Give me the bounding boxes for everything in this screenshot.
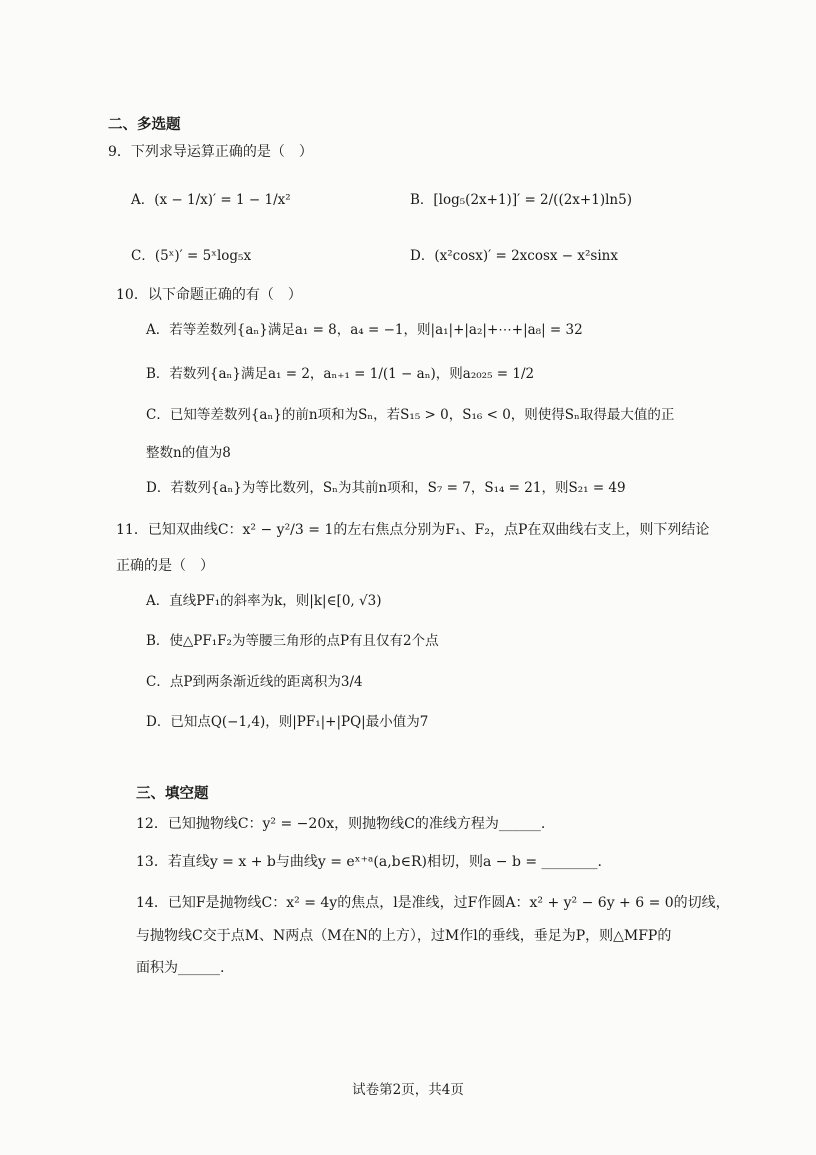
- question-11-option-d: D．已知点Q(−1,4)，则|PF₁|+|PQ|最小值为7: [146, 714, 429, 730]
- page-footer: 试卷第2页，共4页: [352, 1082, 464, 1098]
- question-10-stem: 10．以下命题正确的有（ ）: [116, 287, 302, 303]
- question-9-option-b: B．[log₅(2x+1)]′ = 2/((2x+1)ln5): [410, 192, 632, 208]
- question-14-line-3: 面积为______.: [136, 960, 225, 976]
- question-11-option-b: B．使△PF₁F₂为等腰三角形的点P有且仅有2个点: [146, 633, 439, 649]
- section-title-fill-in: 三、填空题: [136, 785, 209, 802]
- question-11-option-a: A．直线PF₁的斜率为k，则|k|∈[0, √3): [146, 593, 382, 609]
- question-12: 12．已知抛物线C：y² = −20x，则抛物线C的准线方程为______.: [136, 816, 546, 832]
- question-9-option-c: C．(5ˣ)′ = 5ˣlog₅x: [131, 248, 252, 264]
- question-10-option-d: D．若数列{aₙ}为等比数列，Sₙ为其前n项和，S₇ = 7，S₁₄ = 21，则S₂₁ = 49: [146, 480, 626, 496]
- question-11-option-c: C．点P到两条渐近线的距离积为3/4: [146, 674, 363, 690]
- section-title-multiple-choice: 二、多选题: [108, 116, 181, 133]
- question-10-option-c: C．已知等差数列{aₙ}的前n项和为Sₙ，若S₁₅ > 0，S₁₆ < 0，则使得Sₙ取得最大值的正: [146, 407, 675, 423]
- question-10-option-b: B．若数列{aₙ}满足a₁ = 2，aₙ₊₁ = 1/(1 − aₙ)，则a₂₀₂₅ = 1/2: [146, 366, 535, 382]
- question-9-stem: 9．下列求导运算正确的是（ ）: [108, 144, 313, 160]
- question-14-line-1: 14．已知F是抛物线C：x² = 4y的焦点，l是准线，过F作圆A：x² + y² − 6y + 6 = 0的切线，: [136, 895, 730, 911]
- question-9-option-a: A．(x − 1/x)′ = 1 − 1/x²: [131, 192, 291, 208]
- question-11-stem-continued: 正确的是（ ）: [116, 558, 214, 574]
- question-14-line-2: 与抛物线C交于点M、N两点（M在N的上方），过M作l的垂线，垂足为P，则△MFP的: [136, 928, 672, 944]
- question-11-stem: 11．已知双曲线C：x² − y²/3 = 1的左右焦点分别为F₁、F₂，点P在双曲线右支上，则下列结论: [116, 522, 710, 538]
- question-13: 13．若直线y = x + b与曲线y = eˣ⁺ᵃ(a,b∈R)相切，则a − b = ________.: [136, 854, 602, 870]
- question-10-option-c-continued: 整数n的值为8: [146, 445, 231, 461]
- question-9-option-d: D．(x²cosx)′ = 2xcosx − x²sinx: [410, 248, 618, 264]
- question-10-option-a: A．若等差数列{aₙ}满足a₁ = 8，a₄ = −1，则|a₁|+|a₂|+⋯+|a₈| = 32: [146, 322, 583, 338]
